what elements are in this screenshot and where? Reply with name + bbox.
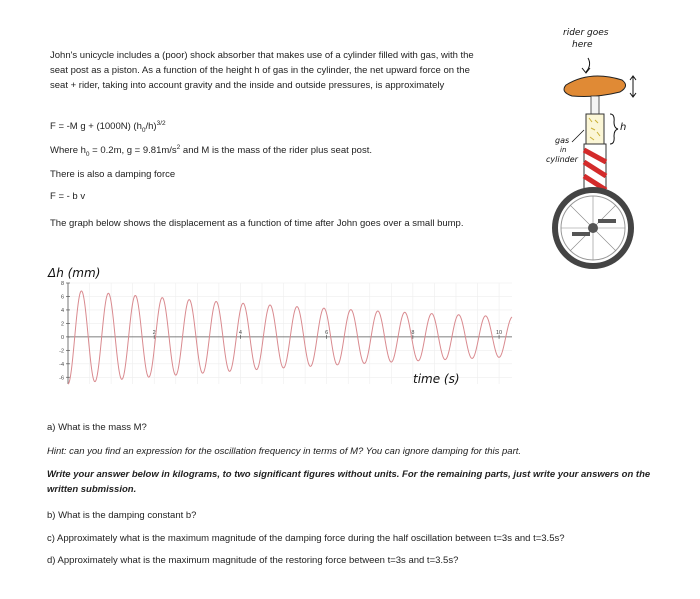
question-c: c) Approximately what is the maximum magnitude of the damping force during the half oscillation between t=3s and t=3.5s? [47,533,565,544]
y-tick-label: 4 [60,307,64,314]
question-d: d) Approximately what is the maximum magnitude of the restoring force between t=3s and t=3.5s? [47,555,459,566]
label-cylinder: cylinder [546,155,578,164]
force-equation-mid: /h) [145,121,157,132]
x-tick-label: 2 [152,329,156,336]
x-tick-label: 10 [496,329,503,336]
y-tick-label: -6 [59,375,64,382]
y-tick-label: -2 [59,348,64,355]
chart-ylabel: Δh (mm) [48,266,101,280]
where-a: Where h [50,145,86,156]
displacement-curve [68,291,512,384]
x-tick-label: 4 [238,329,242,336]
where-sub: 0 [85,150,90,158]
chart-xlabel: time (s) [413,372,460,386]
label-h: h [620,122,627,133]
force-equation-subscript: 0 [141,126,146,134]
where-sup: 2 [176,143,181,151]
question-a: a) What is the mass M? [47,422,147,433]
y-tick-label: 8 [60,281,64,287]
force-equation-prefix: F = -M g + (1000N) (h [50,121,142,132]
y-tick-label: 0 [60,334,64,341]
question-hint: Hint: can you find an expression for the oscillation frequency in terms of M? You can ignore damping for this part. [47,446,522,457]
chart-axes [68,283,512,384]
label-rider-goes: rider goes [563,28,609,38]
graph-intro: The graph below shows the displacement as a function of time after John goes over a small bump. [50,218,464,229]
y-tick-label: 2 [60,321,64,328]
label-in: in [560,146,567,154]
x-tick-label: 8 [411,329,415,336]
force-equation-exponent: 3/2 [156,119,166,127]
y-tick-label: 6 [60,294,64,301]
y-tick-label: -4 [59,361,64,368]
x-tick-label: 6 [325,329,329,336]
question-b: b) What is the damping constant b? [47,510,197,521]
chart-grid [68,283,512,384]
where-b: = 0.2m, g = 9.81m/s [89,145,177,156]
label-gas: gas [555,136,570,145]
answer-instruction: Write your answer below in kilograms, to two significant figures without units. For the remaining parts, just write your answers on the written submission. [47,469,651,495]
where-c: and M is the mass of the rider plus seat post. [180,145,372,156]
problem-intro: John's unicycle includes a (poor) shock absorber that makes use of a cylinder filled with gas, with the seat post as a piston. As a function of the height h of gas in the cylinder, the net upward force on the seat + rider, taking into account gravity and the inside and outside pressures, is approximately [50,50,474,91]
damping-intro: There is also a damping force [50,169,176,180]
damping-equation: F = - b v [50,191,86,202]
label-here: here [572,40,593,50]
